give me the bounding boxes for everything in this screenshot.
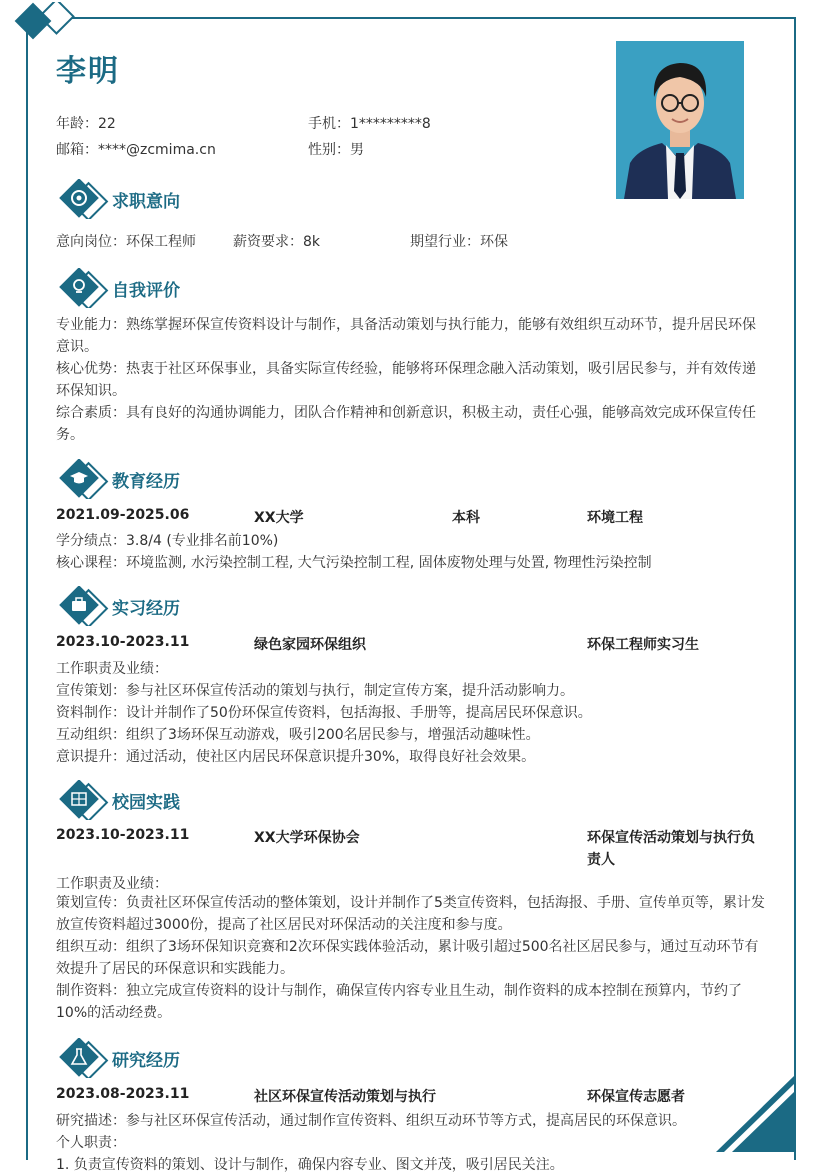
self-eval-ability: 专业能力：熟练掌握环保宣传资料设计与制作，具备活动策划与执行能力，能够有效组织互动环节，提升居民环保意识。 (56, 317, 756, 355)
intern-line: 资料制作：设计并制作了50份环保宣传资料，包括海报、手册等，提高居民环保意识。 (56, 705, 592, 721)
email-value: ****@zcmima.cn (98, 142, 216, 158)
profile-photo (616, 41, 744, 199)
age-label: 年龄： (56, 116, 98, 132)
email-label: 邮箱： (56, 142, 98, 158)
edu-school: XX大学 (254, 510, 304, 526)
gender-value: 男 (350, 142, 364, 158)
edu-degree: 本科 (452, 510, 480, 526)
frame-top-line (26, 17, 796, 19)
section-label: 自我评价 (112, 281, 180, 301)
campus-role: 环保宣传活动策划与执行负责人 (587, 830, 755, 868)
campus-line: 制作资料：独立完成宣传资料的设计与制作，确保宣传内容专业且生动，制作资料的成本控制在预算内，节约了10%的活动经费。 (56, 983, 742, 1021)
intern-line: 互动组织：组织了3场环保互动游戏，吸引200名居民参与，增强活动趣味性。 (56, 727, 540, 743)
edu-date: 2021.09-2025.06 (56, 507, 190, 523)
campus-org: XX大学环保协会 (254, 830, 360, 846)
email-info (56, 139, 216, 159)
graduation-cap-icon (58, 459, 110, 499)
corner-stripes-decoration (712, 1074, 796, 1154)
corner-diamond-logo (8, 2, 78, 48)
briefcase-icon (58, 586, 110, 626)
lightbulb-icon (58, 268, 110, 308)
campus-line: 组织互动：组织了3场环保知识竞赛和2次环保实践体验活动，累计吸引超过500名社区居民参与，通过互动环节有效提升了居民的环保意识和实践能力。 (56, 939, 759, 977)
campus-date: 2023.10-2023.11 (56, 827, 190, 843)
self-eval-advantage: 核心优势：热衷于社区环保事业，具备实际宣传经验，能够将环保理念融入活动策划，吸引居民参与，并有效传递环保知识。 (56, 361, 756, 399)
research-role: 环保宣传志愿者 (587, 1089, 685, 1105)
intern-date: 2023.10-2023.11 (56, 634, 190, 650)
intern-line: 宣传策划：参与社区环保宣传活动的策划与执行，制定宣传方案，提升活动影响力。 (56, 683, 574, 699)
section-label: 校园实践 (112, 793, 180, 813)
campus-line: 工作职责及业绩： (56, 876, 168, 892)
intern-line: 意识提升：通过活动，使社区内居民环保意识提升30%，取得良好社会效果。 (56, 749, 536, 765)
campus-line: 策划宣传：负责社区环保宣传活动的整体策划，设计并制作了5类宣传资料，包括海报、手册、宣传单页等，累计发放宣传资料超过3000份，提高了社区居民对环保活动的关注度和参与度。 (56, 895, 765, 933)
phone-label: 手机： (308, 116, 350, 132)
phone-info (308, 113, 431, 133)
self-eval-quality: 综合素质：具有良好的沟通协调能力，团队合作精神和创新意识，积极主动，责任心强，能够高效完成环保宣传任务。 (56, 405, 756, 443)
research-duty: 个人职责： (56, 1135, 126, 1151)
frame-right-line (794, 17, 796, 1160)
section-label: 教育经历 (112, 472, 180, 492)
section-label: 求职意向 (112, 192, 180, 212)
intent-salary: 薪资要求：8k (233, 234, 321, 250)
research-desc: 研究描述：参与社区环保宣传活动，通过制作宣传资料、组织互动环节等方式，提高居民的环保意识。 (56, 1113, 686, 1129)
phone-value: 1*********8 (350, 116, 431, 132)
section-label: 实习经历 (112, 599, 180, 619)
gender-label: 性别： (308, 142, 350, 158)
age-value: 22 (98, 116, 116, 132)
gender-info (308, 139, 364, 159)
edu-gpa: 学分绩点：3.8/4 (专业排名前10%) (56, 533, 279, 549)
research-date: 2023.08-2023.11 (56, 1086, 190, 1102)
frame-left-line (26, 17, 28, 1160)
research-duty-item: 1. 负责宣传资料的策划、设计与制作，确保内容专业、图文并茂，吸引居民关注。 (56, 1157, 564, 1173)
intent-position: 意向岗位：环保工程师 (56, 234, 196, 250)
section-label: 研究经历 (112, 1051, 180, 1071)
building-icon (58, 780, 110, 820)
research-project: 社区环保宣传活动策划与执行 (254, 1089, 436, 1105)
target-icon (58, 179, 110, 219)
intern-line: 工作职责及业绩： (56, 661, 168, 677)
age-info (56, 113, 116, 133)
intern-role: 环保工程师实习生 (587, 637, 699, 653)
flask-icon (58, 1038, 110, 1078)
intern-org: 绿色家园环保组织 (254, 637, 366, 653)
intent-industry: 期望行业：环保 (410, 234, 508, 250)
candidate-name: 李明 (56, 54, 120, 89)
edu-courses: 核心课程：环境监测, 水污染控制工程, 大气污染控制工程, 固体废物处理与处置, 物理性污染控制 (56, 555, 652, 571)
edu-major: 环境工程 (587, 510, 643, 526)
